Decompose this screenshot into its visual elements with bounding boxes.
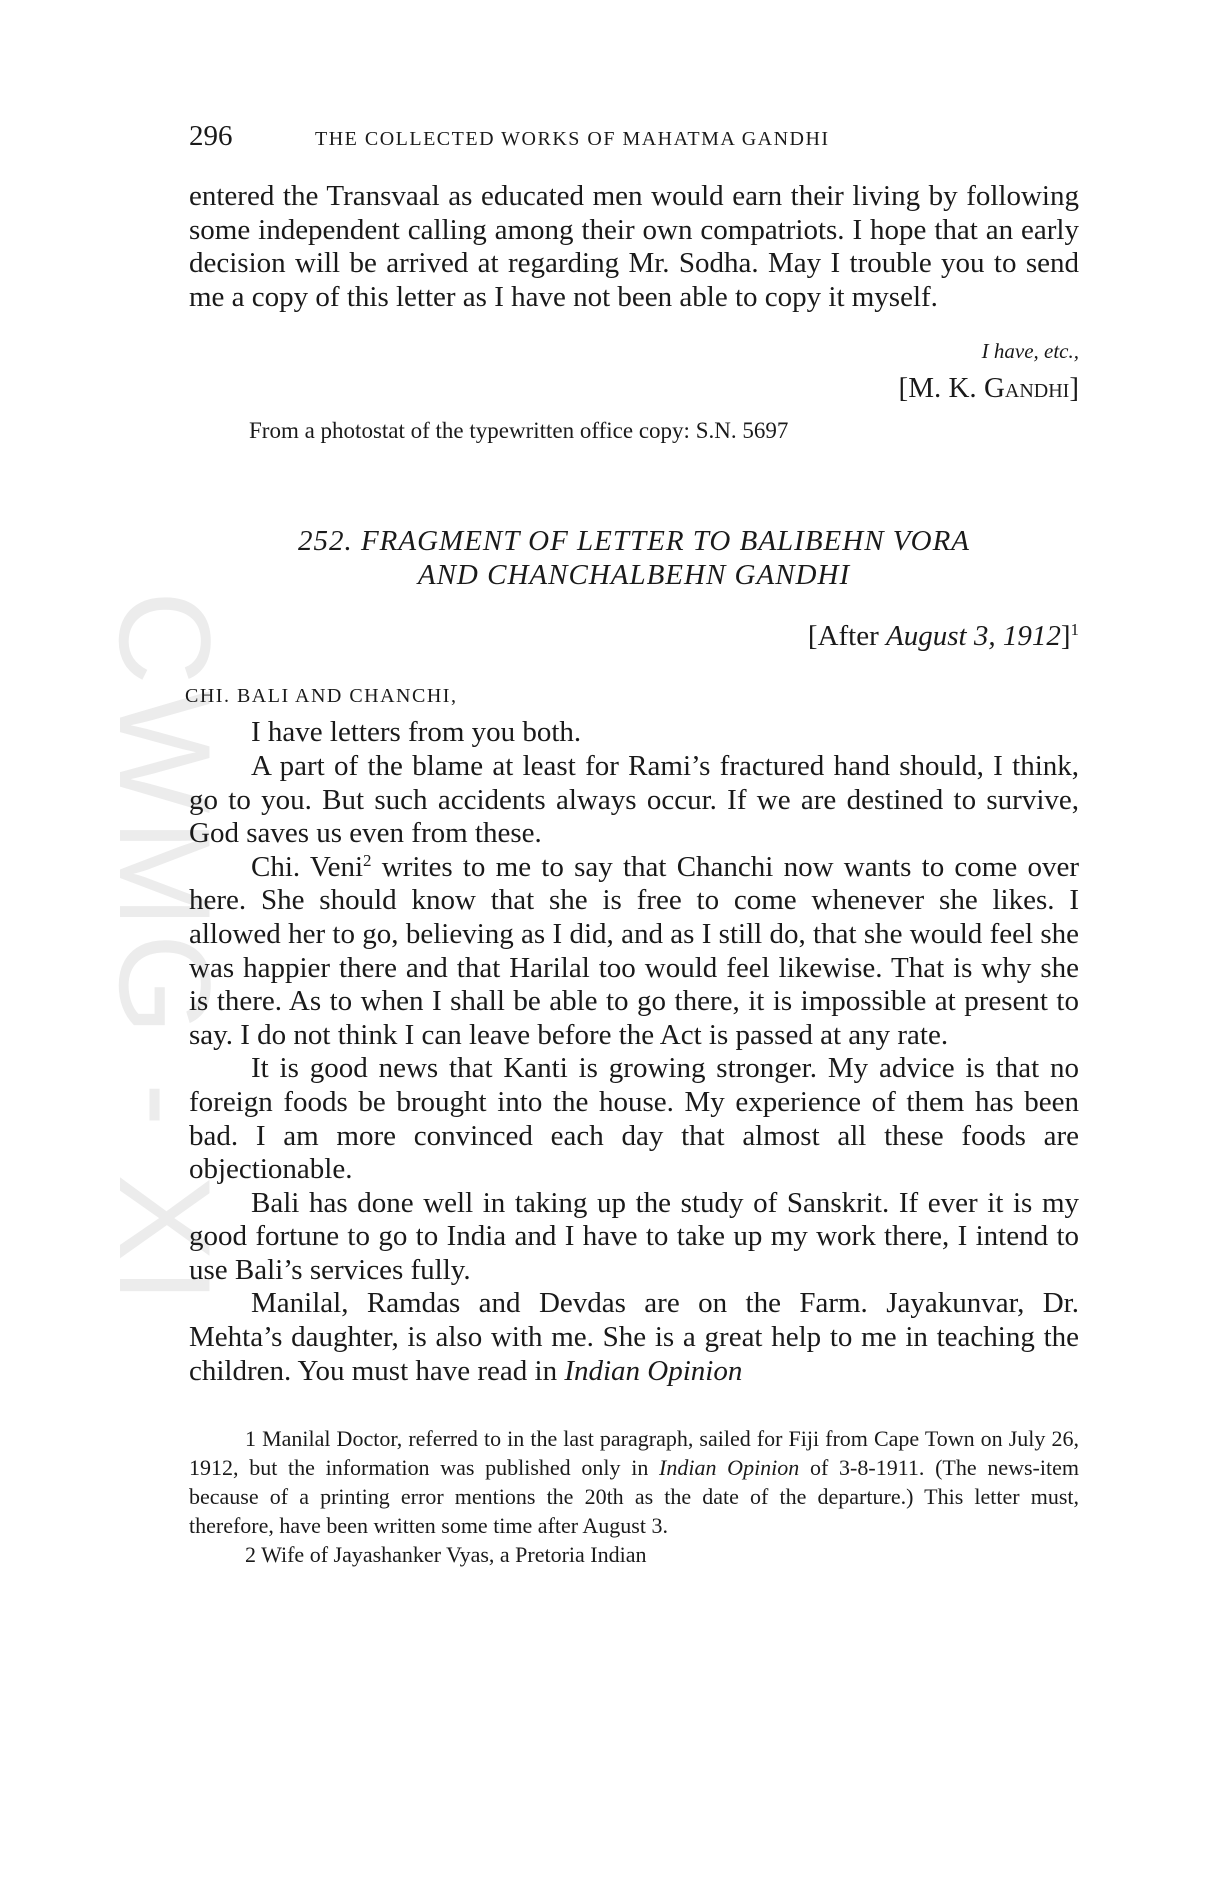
running-title: THE COLLECTED WORKS OF MAHATMA GANDHI [315,128,830,150]
item-date [189,620,1079,653]
footnote-1-text-end: of 3-8-1911. (The news-item because of a printing error mentions the 20th as the date of the departure.) This letter must, therefore, have been written some time after August 3. [189,1455,1079,1539]
letter-paragraph-2: A part of the blame at least for Rami’s fractured hand should, I think, go to you. But such accidents always occur. If we are destined to survive, God saves us even from these. [189,749,1079,850]
footnotes [189,1424,1079,1569]
letter-paragraph-1: I have letters from you both. [251,716,582,749]
letter-paragraph-6-text: Manilal, Ramdas and Devdas are on the Farm. Jayakunvar, Dr. Mehta’s daughter, is also with me. She is a great help to me in teaching the children. You must have read in [189,1287,1079,1387]
signature [189,368,1079,408]
letter-paragraph-3-start: Chi. Veni [251,850,364,883]
letter-paragraph-4: It is good news that Kanti is growing stronger. My advice is that no foreign foods be brought into the house. My experience of them has been bad. I am more convinced each day that almost all these foods are objectionable. [189,1052,1079,1186]
letter-paragraph-3-rest: writes to me to say that Chanchi now wants to come over here. She should know that she is free to come whenever she likes. I allowed her to go, believing as I did, and as I still do, that she would feel she was happier there and that Harilal too would feel likewise. That is why she is there. As to when I shall be able to go there, it is impossible at present to say. I do not think I can leave before the Act is passed at any rate. [189,850,1079,1051]
letter-paragraph-6-italic: Indian Opinion [564,1354,743,1387]
salutation: CHI. BALI AND CHANCHI, [185,685,458,708]
signature-name: Gandhi [983,372,1070,405]
footnote-2-number: 2 [245,1542,256,1568]
letter-paragraph-6 [189,1287,1079,1388]
footnote-1-text-start: Manilal Doctor, referred to in the last paragraph, sailed for Fiji from Cape Town on July 26, 1912, but the information was published only in [189,1426,1079,1481]
footnote-2-text: Wife of Jayashanker Vyas, a Pretoria Indian [256,1542,647,1568]
footnote-ref-1: 1 [1070,620,1079,640]
footnote-1-italic: Indian Opinion [659,1455,800,1481]
running-header [189,120,1079,180]
watermark-text: CWMG - XI [92,590,238,1310]
item-title-line-2: AND CHANCHALBEHN GANDHI [417,559,851,592]
letter-paragraph-5: Bali has done well in taking up the study of Sanskrit. If ever it is my good fortune to go to India and I have to take up my work there, I intend to use Bali’s services fully. [189,1186,1079,1286]
signature-open: [M. K. [898,372,984,405]
footnote-1-number: 1 [245,1426,256,1452]
letter-paragraph-3 [189,851,1079,1053]
item-date-open: [After [807,620,887,653]
footnote-2 [189,1540,1079,1569]
item-title-line-1: 252. FRAGMENT OF LETTER TO BALIBEHN VORA [297,525,971,558]
item-date-value: August 3, 1912 [886,620,1061,653]
footnote-1 [189,1424,1079,1540]
page [185,120,1079,1569]
item-title [189,524,1079,592]
source-note: From a photostat of the typewritten office copy: S.N. 5697 [249,418,789,444]
letter-closing: I have, etc., [981,339,1079,364]
footnote-ref-2: 2 [363,850,372,870]
previous-letter-continuation: entered the Transvaal as educated men would earn their living by following some independent calling among their own compatriots. I hope that an early decision will be arrived at regarding Mr. Sodha. May I trouble you to send me a copy of this letter as I have not been able to copy it myself. [189,180,1079,313]
item-date-close: ] [1060,620,1071,653]
page-number: 296 [189,120,233,152]
signature-close: ] [1069,372,1079,405]
